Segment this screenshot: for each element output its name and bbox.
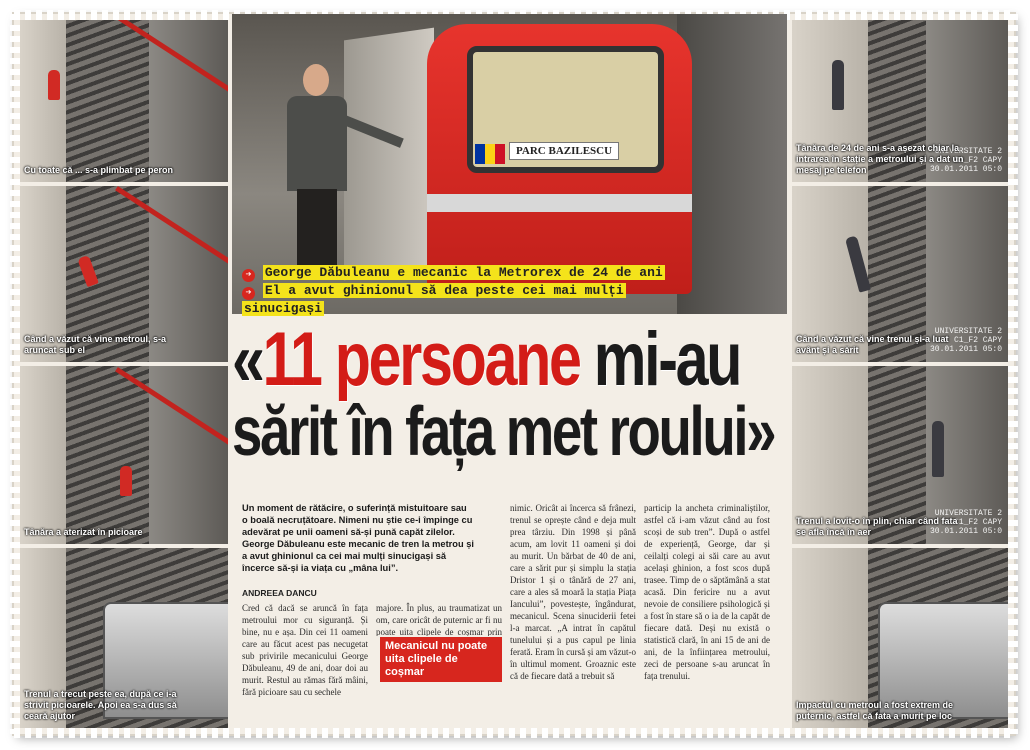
cctv-timestamp: UNIVERSITATE 2 C1_F2 CAPY 30.01.2011 05:0: [929, 327, 1002, 354]
cctv-caption: Cu toate că ... s-a plimbat pe peron: [24, 165, 174, 175]
person-figure: [832, 60, 844, 110]
cctv-caption: Când a văzut că vine metroul, s-a aruncat sub el: [24, 334, 167, 355]
pull-quote: Mecanicul nu poate uita clipele de coșmar: [380, 637, 502, 682]
kicker: [242, 264, 672, 318]
headline-line2: sărit în fața met roului: [232, 392, 747, 470]
person-figure: [932, 421, 944, 477]
cctv-caption: Trenul a trecut peste ea, după ce i-a strivit picioarele. Apoi ea s-a dus să ceară ajutor: [24, 689, 177, 721]
headline-close-quote: »: [746, 392, 775, 470]
article-lead: Un moment de rătăcire, o suferință mistuitoare sau o boală necruțătoare. Nimeni nu știe ce-i împinge cu adevărat pe unii oameni să-și pună capăt zilelor. George Dăbuleanu este mecanic de tren la metrou și a avut ghinionul ca cei mai mulți sinucigași să încerce să-și ia viața cu „mâna lui”.: [242, 503, 474, 573]
byline: ANDREEA DANCU: [242, 588, 317, 598]
cctv-frame-left-4: [20, 548, 228, 728]
cctv-caption: Trenul a lovit-o în plin, chiar când fata se afla încă în aer: [796, 516, 958, 537]
headline-open-quote: «: [232, 317, 263, 402]
romanian-flag-icon: [475, 144, 505, 164]
cctv-frame-left-2: [20, 186, 228, 362]
cctv-timestamp: UNIVERSITATE 2 C1_F2 CAPY 30.01.2011 05:0: [929, 147, 1002, 174]
destination-sign: PARC BAZILESCU: [509, 142, 619, 160]
headline: [232, 317, 775, 470]
cctv-caption: Tânăra de 24 de ani s-a așezat chiar la intrarea în stație a metroului și a dat un mesaj pe telefon: [796, 143, 964, 175]
cctv-frame-right-3: [792, 366, 1008, 544]
cctv-frame-right-4: [792, 548, 1008, 728]
article-column-2: majore. În plus, au traumatizat un om, care oricât de puternic ar fi nu poate uita clipele de coșmar prin: [376, 603, 502, 636]
kicker-part-1: George Dăbuleanu e mecanic la Metrorex de 24 de ani: [264, 265, 663, 280]
mechanic-figure: [277, 64, 357, 274]
metro-train: [427, 24, 692, 294]
cctv-frame-left-3: [20, 366, 228, 544]
article-column-2b: [376, 678, 502, 734]
arrow-bullet-icon: ➔: [242, 269, 255, 282]
article-column-4: particip la ancheta criminaliștilor, astfel că i-am văzut când au fost scoși de sub tren”. După o astfel de experiență, George, dar și ceilalți colegi ai săi care au avut același ghinion, a fost scos după trasee. Timp de o săptămână a stat acasă. Din fericire nu a avut nevoie de consiliere psihologică și a fost în stare să o ia de la capăt de fiecare dată. Deși nu există o statistică clară, în ani 15 de ani de ani, de la înființarea metroului, zeci de persoane s-au aruncat în fața trenului.: [644, 503, 770, 681]
torn-edge-left: [10, 14, 20, 734]
torn-edge-right: [1008, 14, 1018, 734]
arrow-bullet-icon: ➔: [242, 287, 255, 300]
cctv-caption: Impactul cu metroul a fost extrem de puternic, astfel că fata a murit pe loc: [796, 700, 954, 721]
article-column-1: Cred că dacă se aruncă în fața metroului mor cu siguranță. Și bine, nu e așa. Din cei 11 oameni care au făcut acest pas necugetat sub privirile mecanicului George Dăbuleanu, 49 de ani, doar doi au murit. Restul au rămas fără mâini, fără picioare sau cu sechele: [242, 603, 368, 697]
cctv-timestamp: UNIVERSITATE 2 C1_F2 CAPY 30.01.2011 05:0: [929, 509, 1002, 536]
article-body: [242, 502, 782, 734]
person-figure: [48, 70, 60, 100]
cctv-caption: Când a văzut că vine trenul și-a luat avânt și a sărit: [796, 334, 949, 355]
article-column-3: nimic. Oricât ai încerca să frânezi, trenul se oprește când e deja mult prea târziu. Din 1998 și până acum, am lovit 11 oameni și doi au murit. Un bărbat de 40 de ani, care a sărit pur și simplu la stația Dristor 1 și o tânără de 27 ani, care a ales să moară la stația Piața Iancului”, povestește, îngândurat, mecanicul. Scena sinuciderii fetei l-a marcat. „A intrat în capătul tunelului și a pus capul pe linia ferată. Eram în cursă și am văzut-o în ultimul moment. Groaznic este că de fiecare dată a trebuit să: [510, 503, 636, 681]
cctv-caption: Tânăra a aterizat în picioare: [24, 527, 143, 537]
headline-line1-rest: mi-au: [579, 317, 741, 402]
newspaper-clipping: [14, 14, 1014, 734]
headline-red: 11 persoane: [262, 317, 580, 402]
person-figure: [120, 466, 132, 496]
kicker-part-2: El a avut ghinionul să dea peste cei mai mulți sinucigași: [244, 283, 624, 316]
cctv-frame-left-1: [20, 20, 228, 182]
cctv-frame-right-1: [792, 20, 1008, 182]
cctv-frame-right-2: [792, 186, 1008, 362]
